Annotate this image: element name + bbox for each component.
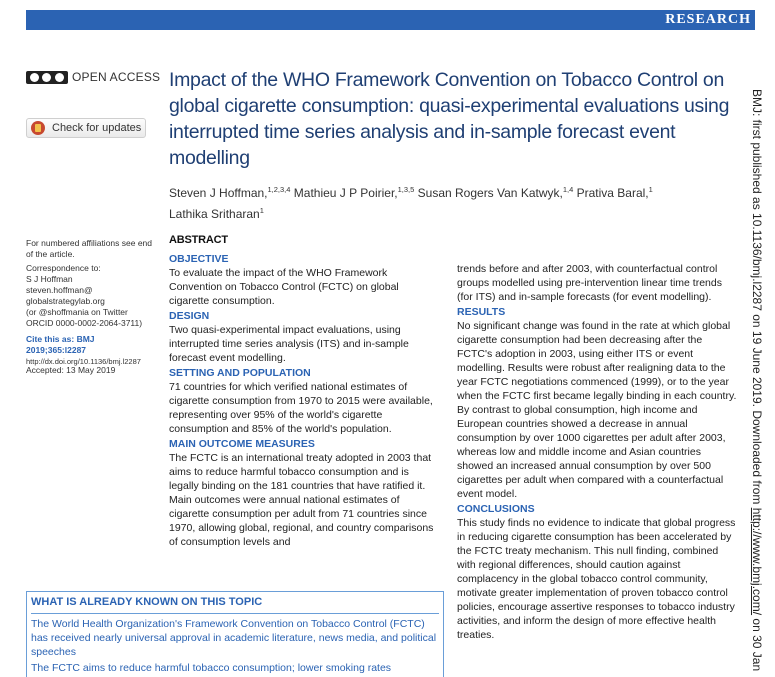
known-point-1: The World Health Organization's Framework Convention on Tobacco Control (FCTC) has received nearly universal approval in academic literature, news media, and political speeches <box>31 618 437 658</box>
objective-heading: OBJECTIVE <box>169 253 229 265</box>
author-name: Susan Rogers Van Katwyk, <box>417 186 563 200</box>
cite-label: Cite this as: <box>26 334 75 344</box>
setting-heading: SETTING AND POPULATION <box>169 367 311 379</box>
setting-text: 71 countries for which verified national estimates of cigarette consumption from 1970 to 2015 were available, representing over 95% of the world's cigarette consumption and 85% of the world's population. <box>169 381 433 435</box>
conclusions-text: This study finds no evidence to indicate that global progress in reducing cigarette consumption has been accelerated by the FCTC treaty mechanism. This null finding, combined with regional differences, should caution against complacency in the global tobacco control community, motivate greater implementation of proven tobacco control policies, encourage assertive responses to tobacco industry activities, and inform the design of more effective health treaties. <box>457 517 736 641</box>
cite-value: BMJ 2019;365:l2287 <box>26 334 95 355</box>
affiliations-note: For numbered affiliations see end of the article. <box>26 238 153 259</box>
results-text: No significant change was found in the rate at which global cigarette consumption had been decreasing after the FCTC's adoption in 2003, using either ITS or event modelling. Results were robust after realigning data to the year FCTC negotiations commenced (1999), or to the year when the FCTC first became legally binding in each country. By contrast to global consumption, high income and European countries showed a decrease in annual consumption by over 1000 cigarettes per adult after 2003, whereas low and middle income and Asian countries showed an increased annual consumption by over 500 cigarettes per adult when compared with a counterfactual event model. <box>457 320 737 500</box>
author-affil: 1,3,5 <box>397 185 415 194</box>
section-label: RESEARCH <box>665 12 751 27</box>
correspondence-block <box>26 263 156 329</box>
creative-commons-icon <box>26 71 68 84</box>
author-list <box>169 181 709 223</box>
abstract-column-2 <box>457 262 739 642</box>
outcome-heading: MAIN OUTCOME MEASURES <box>169 438 315 450</box>
author-affil: 1 <box>648 185 653 194</box>
check-for-updates-button[interactable] <box>26 118 146 138</box>
correspondence-name: S J Hoffman <box>26 274 73 284</box>
known-on-topic-box <box>26 591 444 677</box>
outcome-text: The FCTC is an international treaty adopted in 2003 that aims to reduce harmful tobacco consumption and is legally binding on the 181 countries that have ratified it. Main outcomes were annual national estimates of cigarette consumption per adult from 71 countries since 1970, allowing global, regional, and country comparisons of consumption levels and <box>169 452 434 548</box>
check-for-updates-label: Check for updates <box>52 122 142 134</box>
known-divider <box>31 613 439 614</box>
bmj-link[interactable]: http://www.bmj.com/ <box>750 507 764 616</box>
correspondence-label: Correspondence to: <box>26 263 101 273</box>
design-text: Two quasi-experimental impact evaluations, using interrupted time series analysis (ITS) and in-sample forecast event modelling. <box>169 324 409 364</box>
citation-block <box>26 334 156 367</box>
author-name: Steven J Hoffman, <box>169 186 268 200</box>
author-affil: 1,2,3,4 <box>267 185 291 194</box>
correspondence-email[interactable]: steven.hoffman@ globalstrategylab.org <box>26 285 105 306</box>
abstract-heading: ABSTRACT <box>169 234 228 246</box>
download-note-suffix: on 30 Jan <box>750 615 764 672</box>
author-affil: 1 <box>259 206 264 215</box>
abstract-column-1 <box>169 251 439 549</box>
download-note: BMJ: first published as 10.1136/bmj.l2287 on 19 June 2019. Downloaded from <box>750 89 764 508</box>
orcid-id: ORCID 0000-0002-2064-3711) <box>26 318 143 328</box>
conclusions-heading: CONCLUSIONS <box>457 503 535 515</box>
vertical-margin-note <box>748 89 770 674</box>
open-access-badge <box>26 69 160 85</box>
section-banner <box>26 10 755 30</box>
outcome-text-continued: trends before and after 2003, with counterfactual control groups modelled using pre-intervention linear time trends (for ITS) and in-sample forecasts (for event modelling). <box>457 263 722 303</box>
author-name: Mathieu J P Poirier, <box>293 186 398 200</box>
doi-link[interactable]: http://dx.doi.org/10.1136/bmj.l2287 <box>26 357 141 366</box>
accepted-date: Accepted: 13 May 2019 <box>26 365 116 375</box>
objective-text: To evaluate the impact of the WHO Framework Convention on Tobacco Control (FCTC) on global cigarette consumption. <box>169 267 399 307</box>
author-name: Prativa Baral, <box>576 186 649 200</box>
bookmark-icon <box>31 121 45 135</box>
design-heading: DESIGN <box>169 310 210 322</box>
article-title: Impact of the WHO Framework Convention on Tobacco Control on global cigarette consumption: quasi-experimental evaluations using interrupted time series analysis and in-sample forecast event modelling <box>169 69 730 169</box>
twitter-handle: (or @shoffmania on Twitter <box>26 307 128 317</box>
author-name: Lathika Sritharan <box>169 207 260 221</box>
results-heading: RESULTS <box>457 306 506 318</box>
author-affil: 1,4 <box>562 185 574 194</box>
open-access-label: OPEN ACCESS <box>72 70 161 84</box>
known-point-2: The FCTC aims to reduce harmful tobacco consumption; lower smoking rates <box>31 662 392 674</box>
known-heading: WHAT IS ALREADY KNOWN ON THIS TOPIC <box>31 596 263 608</box>
